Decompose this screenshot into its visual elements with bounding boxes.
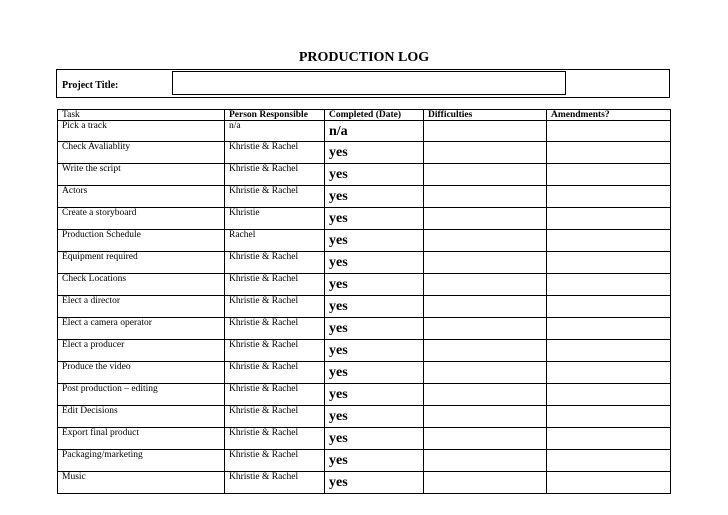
amendments-cell[interactable] (547, 186, 671, 208)
table-row (58, 472, 671, 494)
completed-date-cell[interactable]: yes (325, 472, 424, 494)
completed-date-cell[interactable]: yes (325, 384, 424, 406)
completed-date-cell[interactable]: n/a (325, 121, 424, 142)
table-row (58, 450, 671, 472)
table-row (58, 252, 671, 274)
person-responsible-cell: Khristie & Rachel (225, 318, 325, 340)
difficulties-cell[interactable] (424, 384, 547, 406)
amendments-cell[interactable] (547, 252, 671, 274)
person-responsible-cell: Khristie & Rachel (225, 472, 325, 494)
amendments-cell[interactable] (547, 230, 671, 252)
amendments-cell[interactable] (547, 318, 671, 340)
person-responsible-cell: Khristie (225, 208, 325, 230)
completed-date-cell[interactable]: yes (325, 450, 424, 472)
difficulties-cell[interactable] (424, 472, 547, 494)
person-responsible-cell: Khristie & Rachel (225, 340, 325, 362)
task-cell: Create a storyboard (58, 208, 225, 230)
difficulties-cell[interactable] (424, 230, 547, 252)
table-row (58, 362, 671, 384)
difficulties-cell[interactable] (424, 252, 547, 274)
completed-date-cell[interactable]: yes (325, 164, 424, 186)
person-responsible-cell: Khristie & Rachel (225, 384, 325, 406)
task-cell: Write the script (58, 164, 225, 186)
table-row (58, 296, 671, 318)
completed-date-cell[interactable]: yes (325, 230, 424, 252)
completed-date-cell[interactable]: yes (325, 252, 424, 274)
table-row (58, 208, 671, 230)
table-row (58, 186, 671, 208)
person-responsible-cell: n/a (225, 121, 325, 142)
difficulties-cell[interactable] (424, 142, 547, 164)
completed-date-cell[interactable]: yes (325, 296, 424, 318)
task-cell: Export final product (58, 428, 225, 450)
amendments-cell[interactable] (547, 472, 671, 494)
person-responsible-cell: Khristie & Rachel (225, 428, 325, 450)
difficulties-cell[interactable] (424, 296, 547, 318)
completed-date-cell[interactable]: yes (325, 428, 424, 450)
task-cell: Post production – editing (58, 384, 225, 406)
task-cell: Produce the video (58, 362, 225, 384)
table-row (58, 428, 671, 450)
person-responsible-cell: Rachel (225, 230, 325, 252)
amendments-cell[interactable] (547, 428, 671, 450)
table-header-row (58, 110, 671, 121)
header-task: Task (58, 110, 225, 121)
person-responsible-cell: Khristie & Rachel (225, 142, 325, 164)
difficulties-cell[interactable] (424, 164, 547, 186)
task-cell: Actors (58, 186, 225, 208)
difficulties-cell[interactable] (424, 186, 547, 208)
completed-date-cell[interactable]: yes (325, 142, 424, 164)
amendments-cell[interactable] (547, 406, 671, 428)
difficulties-cell[interactable] (424, 318, 547, 340)
amendments-cell[interactable] (547, 142, 671, 164)
task-cell: Elect a director (58, 296, 225, 318)
completed-date-cell[interactable]: yes (325, 362, 424, 384)
task-cell: Packaging/marketing (58, 450, 225, 472)
task-cell: Elect a producer (58, 340, 225, 362)
table-row (58, 121, 671, 142)
header-amendments: Amendments? (547, 110, 671, 121)
task-cell: Check Avaliablity (58, 142, 225, 164)
table-row (58, 406, 671, 428)
table-row (58, 340, 671, 362)
project-title-label: Project Title: (62, 80, 119, 91)
person-responsible-cell: Khristie & Rachel (225, 252, 325, 274)
production-log-table (57, 109, 671, 494)
completed-date-cell[interactable]: yes (325, 208, 424, 230)
completed-date-cell[interactable]: yes (325, 340, 424, 362)
amendments-cell[interactable] (547, 164, 671, 186)
difficulties-cell[interactable] (424, 450, 547, 472)
table-row (58, 142, 671, 164)
difficulties-cell[interactable] (424, 208, 547, 230)
amendments-cell[interactable] (547, 274, 671, 296)
completed-date-cell[interactable]: yes (325, 186, 424, 208)
table-row (58, 318, 671, 340)
table-row (58, 164, 671, 186)
person-responsible-cell: Khristie & Rachel (225, 164, 325, 186)
difficulties-cell[interactable] (424, 340, 547, 362)
amendments-cell[interactable] (547, 296, 671, 318)
table-row (58, 230, 671, 252)
table-row (58, 384, 671, 406)
page-title: PRODUCTION LOG (298, 50, 430, 65)
header-person-responsible: Person Responsible (225, 110, 325, 121)
amendments-cell[interactable] (547, 450, 671, 472)
difficulties-cell[interactable] (424, 406, 547, 428)
completed-date-cell[interactable]: yes (325, 318, 424, 340)
project-title-field[interactable] (172, 71, 566, 95)
amendments-cell[interactable] (547, 384, 671, 406)
difficulties-cell[interactable] (424, 428, 547, 450)
task-cell: Check Locations (58, 274, 225, 296)
amendments-cell[interactable] (547, 362, 671, 384)
task-cell: Production Schedule (58, 230, 225, 252)
table-row (58, 274, 671, 296)
person-responsible-cell: Khristie & Rachel (225, 274, 325, 296)
task-cell: Equipment required (58, 252, 225, 274)
header-completed-date: Completed (Date) (325, 110, 424, 121)
task-cell: Pick a track (58, 121, 225, 142)
task-cell: Elect a camera operator (58, 318, 225, 340)
person-responsible-cell: Khristie & Rachel (225, 450, 325, 472)
completed-date-cell[interactable]: yes (325, 406, 424, 428)
person-responsible-cell: Khristie & Rachel (225, 362, 325, 384)
amendments-cell[interactable] (547, 121, 671, 142)
person-responsible-cell: Khristie & Rachel (225, 296, 325, 318)
person-responsible-cell: Khristie & Rachel (225, 406, 325, 428)
person-responsible-cell: Khristie & Rachel (225, 186, 325, 208)
difficulties-cell[interactable] (424, 362, 547, 384)
completed-date-cell[interactable]: yes (325, 274, 424, 296)
amendments-cell[interactable] (547, 340, 671, 362)
difficulties-cell[interactable] (424, 274, 547, 296)
amendments-cell[interactable] (547, 208, 671, 230)
header-difficulties: Difficulties (424, 110, 547, 121)
task-cell: Edit Decisions (58, 406, 225, 428)
difficulties-cell[interactable] (424, 121, 547, 142)
task-cell: Music (58, 472, 225, 494)
